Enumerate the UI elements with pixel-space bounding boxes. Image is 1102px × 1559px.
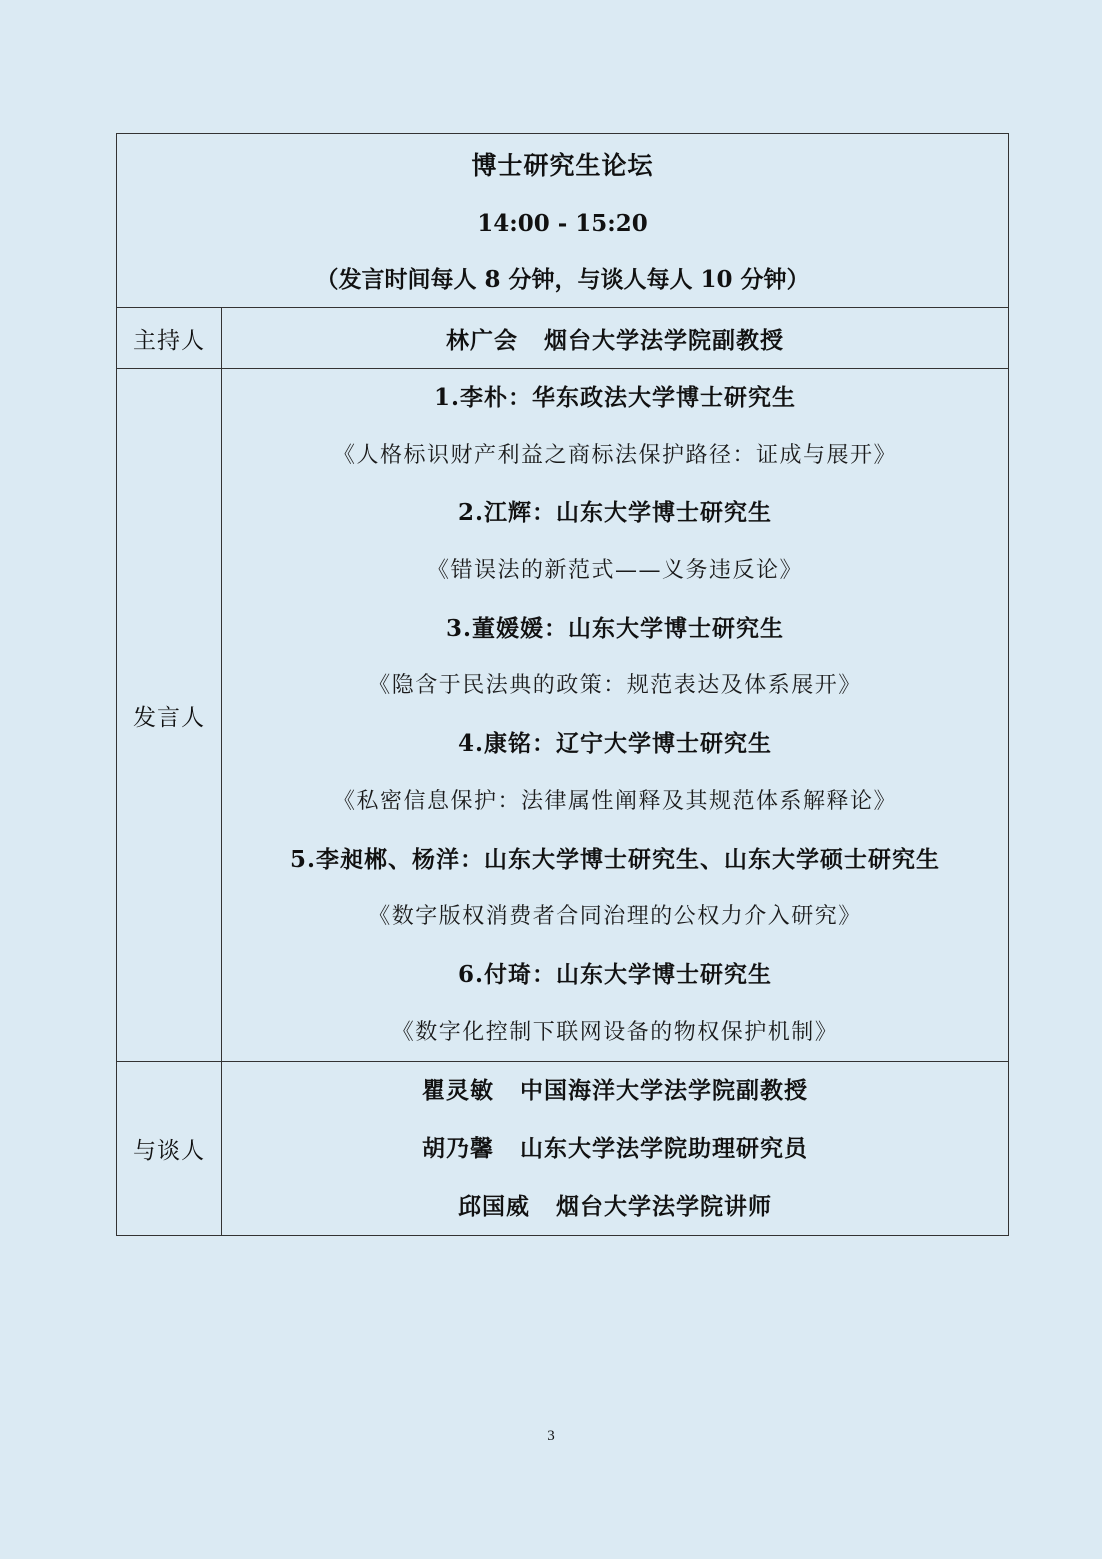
speaker-5-name: 5.李昶郴、杨洋：山东大学博士研究生、山东大学硕士研究生 [289, 845, 940, 873]
host-cell [222, 308, 1009, 369]
discussant-3 [222, 1178, 1008, 1236]
speaker-4-name: 4.康铭：辽宁大学博士研究生 [457, 730, 772, 758]
speaker-4-title: 《私密信息保护：法律属性阐释及其规范体系解释论》 [332, 788, 897, 814]
speaker-6-name: 6.付琦：山东大学博士研究生 [457, 960, 772, 988]
forum-title: 博士研究生论坛 [471, 150, 654, 180]
speaker-1-name: 1.李朴：华东政法大学博士研究生 [433, 384, 796, 411]
forum-schedule-table [116, 133, 1009, 1236]
discussant-1-name: 瞿灵敏 [422, 1077, 494, 1105]
discussant-2-name: 胡乃馨 [422, 1134, 494, 1162]
discussant-1-affiliation: 中国海洋大学法学院副教授 [520, 1077, 808, 1105]
speaker-2-name: 2.江辉：山东大学博士研究生 [457, 499, 772, 527]
speaker-3-name: 3.董媛媛：山东大学博士研究生 [445, 614, 784, 642]
discussant-3-affiliation: 烟台大学法学院讲师 [556, 1192, 772, 1220]
speaker-3-title: 《隐含于民法典的政策：规范表达及体系展开》 [368, 673, 862, 699]
host-name: 林广会 [446, 326, 518, 354]
discussant-2 [222, 1120, 1008, 1178]
discussant-3-name: 邱国威 [458, 1192, 530, 1220]
forum-header [117, 134, 1009, 308]
discussant-2-affiliation: 山东大学法学院助理研究员 [520, 1134, 808, 1162]
speaker-2-title: 《错误法的新范式——义务违反论》 [426, 558, 803, 584]
speaker-1-title: 《人格标识财产利益之商标法保护路径：证成与展开》 [332, 442, 897, 468]
speaker-6-title: 《数字化控制下联网设备的物权保护机制》 [391, 1019, 839, 1045]
forum-time: 14:00 - 15:20 [477, 209, 648, 237]
host-affiliation: 烟台大学法学院副教授 [544, 326, 784, 354]
discussants-cell [222, 1062, 1009, 1236]
discussant-1 [222, 1062, 1008, 1120]
forum-note: （发言时间每人 8 分钟，与谈人每人 10 分钟） [315, 265, 810, 293]
host-label: 主持人 [117, 308, 222, 369]
speakers-label: 发言人 [117, 369, 222, 1062]
speakers-cell [222, 369, 1009, 1062]
speaker-5-title: 《数字版权消费者合同治理的公权力介入研究》 [368, 904, 862, 930]
discussants-label: 与谈人 [117, 1062, 222, 1236]
page-number: 3 [547, 1428, 555, 1444]
